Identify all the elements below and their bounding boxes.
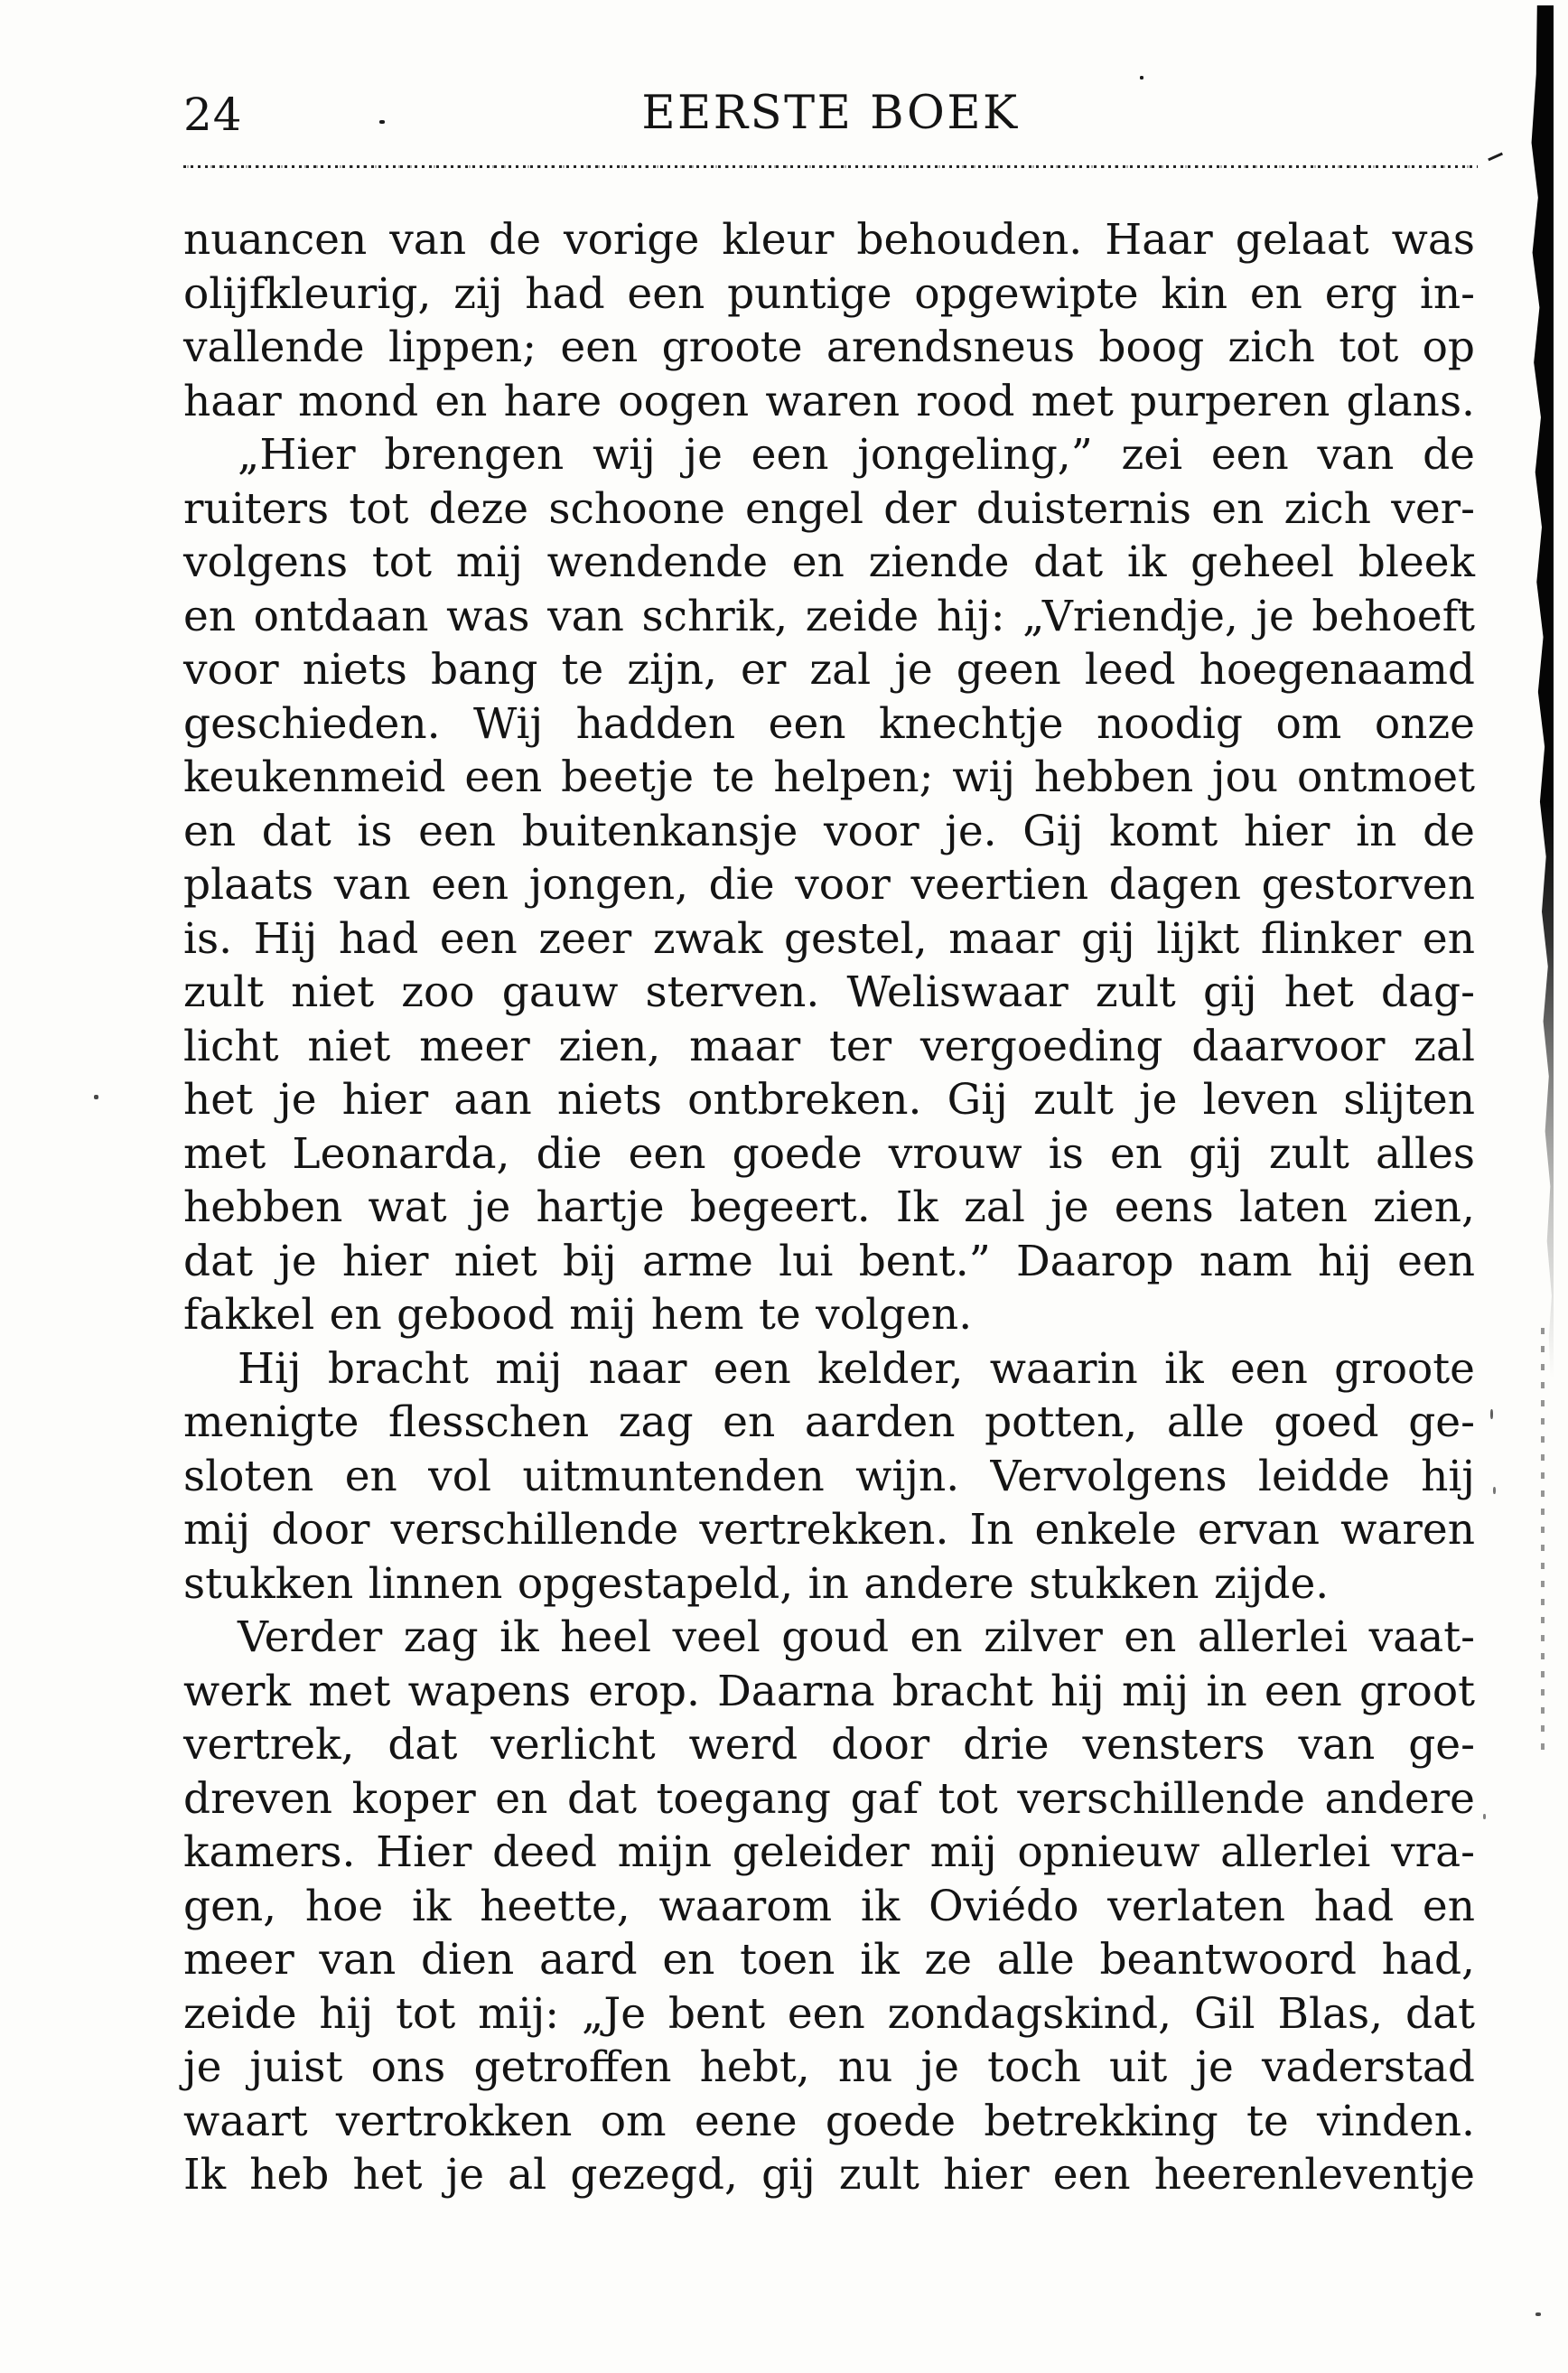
text-line: Hij bracht mij naar een kelder, waarin ik een groote: [238, 1343, 1475, 1394]
text-line: zult niet zoo gauw sterven. Weliswaar zult gij het dag-: [183, 967, 1475, 1017]
text-line: mij door verschillende vertrekken. In enkele ervan waren: [183, 1505, 1475, 1555]
scan-edge-artifact: [1530, 5, 1554, 1378]
text-line: keukenmeid een beetje te helpen; wij hebben jou ontmoet: [183, 752, 1475, 802]
text-line: haar mond en hare oogen waren rood met purperen glans.: [183, 376, 1475, 426]
ink-speck: [1490, 1409, 1493, 1419]
text-line: gen, hoe ik heette, waarom ik Oviédo verlaten had en: [183, 1881, 1475, 1931]
text-line: met Leonarda, die een goede vrouw is en gij zult alles: [183, 1128, 1475, 1179]
text-line: vallende lippen; een groote arendsneus boog zich tot op: [183, 322, 1475, 372]
running-title: EERSTE BOEK: [641, 87, 1020, 140]
ink-speck: [379, 120, 385, 124]
text-line: olijfkleurig, zij had een puntige opgewipte kin en erg in-: [183, 268, 1475, 319]
text-line: geschieden. Wij hadden een knechtje noodig om onze: [183, 698, 1475, 749]
dotted-rule: [183, 165, 1478, 168]
text-line: „Hier brengen wij je een jongeling,” zei een van de: [238, 430, 1475, 480]
page-header: [183, 89, 1478, 143]
text-line: licht niet meer zien, maar ter vergoeding daarvoor zal: [183, 1021, 1475, 1071]
text-line: nuancen van de vorige kleur behouden. Haar gelaat was: [183, 215, 1475, 265]
text-line: volgens tot mij wendende en ziende dat ik geheel bleek: [183, 537, 1475, 587]
text-line: meer van dien aard en toen ik ze alle beantwoord had,: [183, 1935, 1475, 1985]
text-line: fakkel en gebood mij hem te volgen.: [183, 1290, 973, 1340]
text-line: waart vertrokken om eene goede betrekking te vinden.: [183, 2096, 1475, 2146]
text-line: Verder zag ik heel veel goud en zilver en allerlei vaat-: [238, 1612, 1475, 1662]
ink-speck: [1140, 76, 1143, 79]
page-number: 24: [183, 89, 243, 141]
text-line: ruiters tot deze schoone engel der duisternis en zich ver-: [183, 483, 1475, 534]
text-line: Ik heb het je al gezegd, gij zult hier een heerenleventje: [183, 2150, 1475, 2200]
text-line: voor niets bang te zijn, er zal je geen leed hoegenaamd: [183, 645, 1475, 695]
text-line: dreven koper en dat toegang gaf tot verschillende andere: [183, 1773, 1475, 1824]
ink-speck: [1483, 1814, 1486, 1819]
text-line: dat je hier niet bij arme lui bent.” Daarop nam hij een: [183, 1236, 1475, 1286]
text-line: is. Hij had een zeer zwak gestel, maar gij lijkt flinker en: [183, 913, 1475, 964]
ink-speck: [1535, 2312, 1541, 2316]
text-line: vertrek, dat verlicht werd door drie vensters van ge-: [183, 1720, 1475, 1770]
text-line: en dat is een buitenkansje voor je. Gij komt hier in de: [183, 806, 1475, 856]
dotted-rule-end-tick: [1488, 153, 1503, 161]
ink-speck: [94, 1095, 98, 1099]
text-line: plaats van een jongen, die voor veertien dagen gestorven: [183, 860, 1475, 910]
text-line: zeide hij tot mij: „Je bent een zondagskind, Gil Blas, dat: [183, 1988, 1475, 2039]
body-text: [183, 213, 1475, 2202]
text-line: hebben wat je hartje begeert. Ik zal je eens laten zien,: [183, 1182, 1475, 1232]
text-line: en ontdaan was van schrik, zeide hij: „Vriendje, je behoeft: [183, 591, 1475, 641]
text-line: je juist ons getroffen hebt, nu je toch uit je vaderstad: [183, 2042, 1475, 2092]
text-line: sloten en vol uitmuntenden wijn. Vervolgens leidde hij: [183, 1451, 1475, 1501]
text-line: stukken linnen opgestapeld, in andere stukken zijde.: [183, 1558, 1330, 1609]
text-line: menigte flesschen zag en aarden potten, alle goed ge-: [183, 1397, 1475, 1447]
scan-edge-artifact-tail: [1541, 1328, 1545, 1752]
ink-speck: [1493, 1487, 1496, 1494]
text-line: kamers. Hier deed mijn geleider mij opnieuw allerlei vra-: [183, 1827, 1475, 1877]
text-line: het je hier aan niets ontbreken. Gij zult je leven slijten: [183, 1075, 1475, 1125]
text-line: werk met wapens erop. Daarna bracht hij mij in een groot: [183, 1666, 1475, 1716]
